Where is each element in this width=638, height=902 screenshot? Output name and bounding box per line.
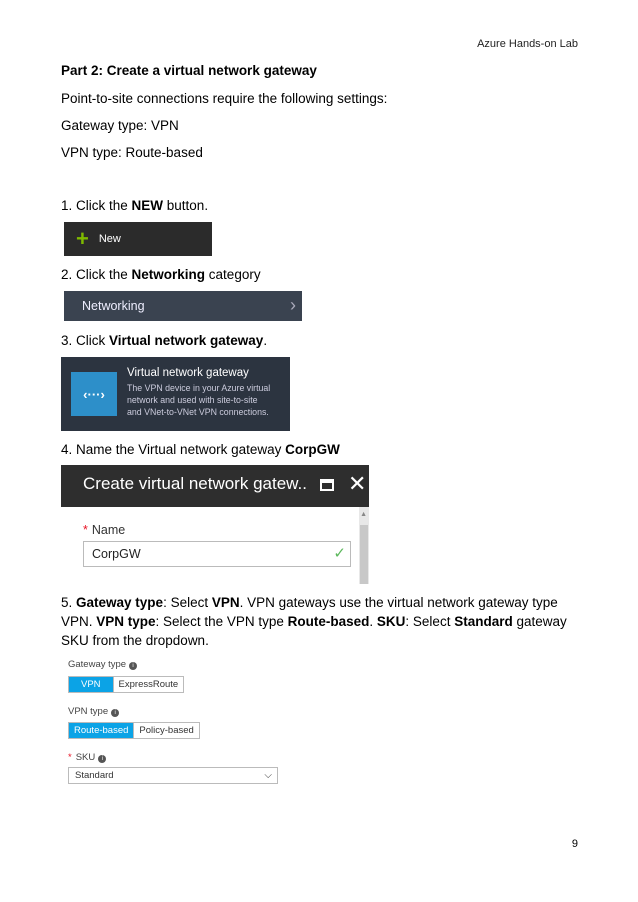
sku-label: * SKU i (68, 752, 106, 763)
intro-text: Point-to-site connections require the following settings: (61, 91, 388, 106)
check-icon: ✓ (333, 545, 346, 562)
info-icon: i (129, 662, 137, 670)
chevron-down-icon: ⌵ (264, 770, 272, 781)
tile-description: The VPN device in your Azure virtual network and used with site-to-site and VNet-to-VNet VPN connections. (127, 383, 271, 417)
scrollbar-thumb[interactable] (360, 525, 368, 584)
blade-title: Create virtual network gatew.. (83, 474, 307, 493)
vpn-type-label: VPN type i (68, 706, 119, 717)
close-icon[interactable]: ✕ (348, 471, 367, 496)
scroll-up-icon[interactable]: ▲ (360, 511, 367, 518)
setting-gateway-type: Gateway type: VPN (61, 118, 179, 133)
step-5-line-1: 5. Gateway type: Select VPN. VPN gateways use the virtual network gateway type (61, 595, 558, 610)
blade-body (61, 507, 369, 584)
gateway-type-label: Gateway type i (68, 659, 137, 670)
gateway-icon: ‹···› (71, 372, 117, 416)
step-5-line-3: SKU from the dropdown. (61, 633, 209, 648)
new-button-label: New (98, 233, 121, 245)
step-3: 3. Click Virtual network gateway. (61, 333, 268, 348)
vpn-type-toggle (68, 722, 200, 739)
new-button[interactable] (64, 222, 212, 256)
networking-category[interactable] (64, 291, 302, 321)
virtual-network-gateway-tile[interactable] (61, 357, 290, 431)
plus-icon: + (76, 226, 89, 251)
blade-header (61, 465, 369, 507)
networking-label: Networking (82, 299, 145, 313)
scrollbar[interactable] (359, 507, 369, 584)
setting-vpn-type: VPN type: Route-based (61, 145, 203, 160)
step-5-line-2: VPN. VPN type: Select the VPN type Route-based. SKU: Select Standard gateway (61, 614, 567, 629)
tile-title: Virtual network gateway (127, 367, 249, 379)
sku-dropdown[interactable]: Standard ⌵ (68, 767, 278, 784)
chevron-right-icon: › (290, 295, 296, 315)
gateway-option-expressroute[interactable]: ExpressRoute (113, 677, 184, 692)
maximize-icon[interactable] (320, 479, 334, 491)
name-label: * Name (83, 523, 126, 537)
vpn-option-route-based[interactable]: Route-based (69, 723, 133, 738)
name-input[interactable]: CorpGW ✓ (83, 541, 351, 567)
gateway-option-vpn[interactable]: VPN (69, 677, 113, 692)
vpn-option-policy-based[interactable]: Policy-based (133, 723, 198, 738)
page-number: 9 (571, 838, 578, 850)
document-header: Azure Hands-on Lab (477, 38, 578, 50)
info-icon: i (111, 709, 119, 717)
info-icon: i (98, 755, 106, 763)
step-4: 4. Name the Virtual network gateway CorpGW (61, 442, 340, 457)
part-title: Part 2: Create a virtual network gateway (61, 63, 317, 78)
step-2: 2. Click the Networking category (61, 267, 261, 282)
gateway-type-toggle (68, 676, 184, 693)
step-1: 1. Click the NEW button. (61, 198, 209, 213)
